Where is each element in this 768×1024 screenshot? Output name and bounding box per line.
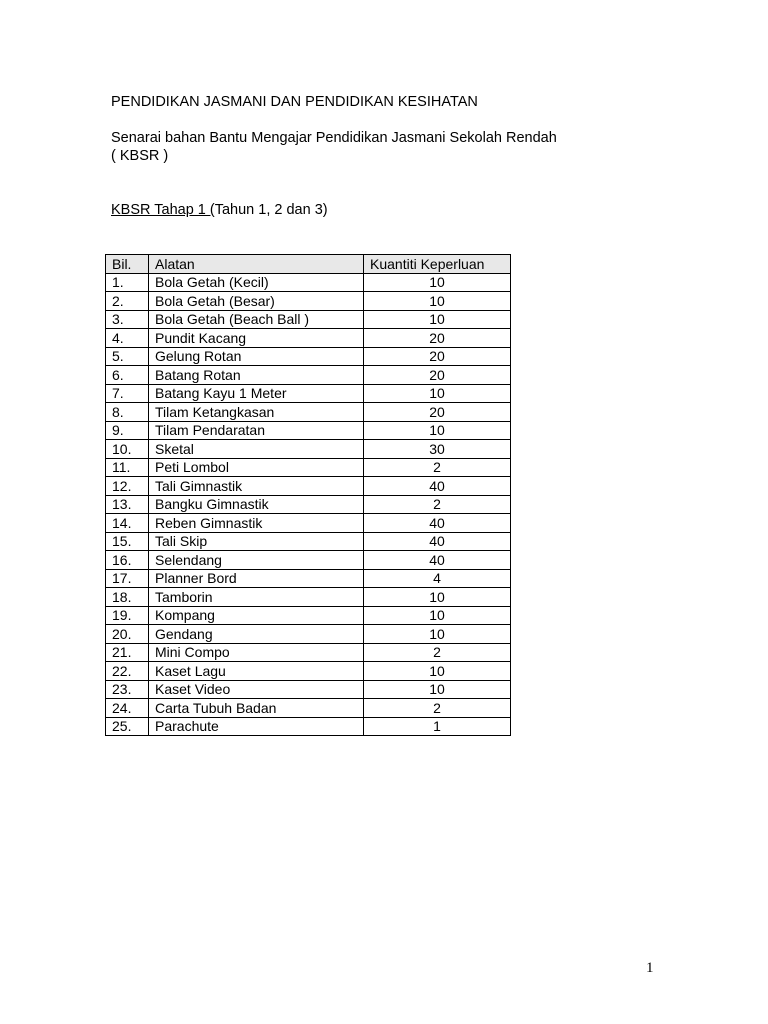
cell-bil: 25. xyxy=(106,717,149,736)
cell-kuantiti: 20 xyxy=(364,329,511,348)
cell-kuantiti: 10 xyxy=(364,384,511,403)
cell-kuantiti: 1 xyxy=(364,717,511,736)
cell-alatan: Tilam Pendaratan xyxy=(149,421,364,440)
section-heading-rest: Tahun 1, 2 dan 3) xyxy=(214,202,328,218)
document-subtitle-line-2: ( KBSR ) xyxy=(111,148,169,164)
cell-bil: 20. xyxy=(106,625,149,644)
cell-kuantiti: 10 xyxy=(364,625,511,644)
cell-alatan: Gendang xyxy=(149,625,364,644)
table-row xyxy=(106,440,511,459)
cell-kuantiti: 10 xyxy=(364,273,511,292)
document-subtitle-line-1: Senarai bahan Bantu Mengajar Pendidikan Jasmani Sekolah Rendah xyxy=(111,130,557,146)
cell-alatan: Batang Kayu 1 Meter xyxy=(149,384,364,403)
table-row xyxy=(106,329,511,348)
table-row xyxy=(106,699,511,718)
cell-bil: 11. xyxy=(106,458,149,477)
header-row xyxy=(106,255,511,274)
cell-alatan: Tamborin xyxy=(149,588,364,607)
cell-kuantiti: 10 xyxy=(364,421,511,440)
table-row xyxy=(106,347,511,366)
table-row xyxy=(106,588,511,607)
table-row xyxy=(106,403,511,422)
cell-kuantiti: 40 xyxy=(364,477,511,496)
equipment-table xyxy=(105,254,511,736)
cell-alatan: Selendang xyxy=(149,551,364,570)
cell-kuantiti: 30 xyxy=(364,440,511,459)
cell-alatan: Sketal xyxy=(149,440,364,459)
cell-kuantiti: 2 xyxy=(364,699,511,718)
cell-bil: 19. xyxy=(106,606,149,625)
cell-alatan: Batang Rotan xyxy=(149,366,364,385)
cell-alatan: Kaset Video xyxy=(149,680,364,699)
cell-alatan: Tali Gimnastik xyxy=(149,477,364,496)
cell-kuantiti: 20 xyxy=(364,403,511,422)
cell-alatan: Mini Compo xyxy=(149,643,364,662)
cell-alatan: Bangku Gimnastik xyxy=(149,495,364,514)
cell-bil: 23. xyxy=(106,680,149,699)
cell-alatan: Carta Tubuh Badan xyxy=(149,699,364,718)
cell-bil: 6. xyxy=(106,366,149,385)
equipment-table-body xyxy=(106,273,511,736)
table-row xyxy=(106,662,511,681)
cell-alatan: Planner Bord xyxy=(149,569,364,588)
cell-bil: 22. xyxy=(106,662,149,681)
table-row xyxy=(106,643,511,662)
table-row xyxy=(106,477,511,496)
cell-kuantiti: 20 xyxy=(364,366,511,385)
table-row xyxy=(106,366,511,385)
cell-bil: 17. xyxy=(106,569,149,588)
document-title: PENDIDIKAN JASMANI DAN PENDIDIKAN KESIHATAN xyxy=(111,94,478,110)
cell-kuantiti: 40 xyxy=(364,532,511,551)
table-row xyxy=(106,717,511,736)
table-row xyxy=(106,514,511,533)
cell-kuantiti: 10 xyxy=(364,606,511,625)
cell-alatan: Reben Gimnastik xyxy=(149,514,364,533)
cell-bil: 2. xyxy=(106,292,149,311)
cell-kuantiti: 10 xyxy=(364,588,511,607)
table-row xyxy=(106,421,511,440)
cell-kuantiti: 10 xyxy=(364,662,511,681)
cell-alatan: Bola Getah (Beach Ball ) xyxy=(149,310,364,329)
section-heading xyxy=(111,201,328,219)
page-number: 1 xyxy=(646,960,654,976)
cell-alatan: Kaset Lagu xyxy=(149,662,364,681)
header-bil: Bil. xyxy=(106,255,149,274)
table-row xyxy=(106,273,511,292)
cell-kuantiti: 4 xyxy=(364,569,511,588)
cell-alatan: Bola Getah (Besar) xyxy=(149,292,364,311)
cell-kuantiti: 20 xyxy=(364,347,511,366)
cell-alatan: Pundit Kacang xyxy=(149,329,364,348)
cell-bil: 24. xyxy=(106,699,149,718)
cell-bil: 10. xyxy=(106,440,149,459)
cell-bil: 12. xyxy=(106,477,149,496)
cell-alatan: Tali Skip xyxy=(149,532,364,551)
cell-alatan: Bola Getah (Kecil) xyxy=(149,273,364,292)
cell-kuantiti: 2 xyxy=(364,458,511,477)
cell-bil: 14. xyxy=(106,514,149,533)
cell-kuantiti: 2 xyxy=(364,495,511,514)
table-row xyxy=(106,569,511,588)
cell-bil: 4. xyxy=(106,329,149,348)
cell-bil: 8. xyxy=(106,403,149,422)
table-row xyxy=(106,606,511,625)
cell-kuantiti: 10 xyxy=(364,292,511,311)
cell-alatan: Parachute xyxy=(149,717,364,736)
header-kuantiti: Kuantiti Keperluan xyxy=(364,255,511,274)
equipment-table-header xyxy=(106,255,511,274)
table-row xyxy=(106,384,511,403)
cell-alatan: Gelung Rotan xyxy=(149,347,364,366)
table-row xyxy=(106,495,511,514)
cell-bil: 18. xyxy=(106,588,149,607)
table-row xyxy=(106,680,511,699)
table-row xyxy=(106,310,511,329)
cell-bil: 5. xyxy=(106,347,149,366)
cell-kuantiti: 10 xyxy=(364,310,511,329)
cell-kuantiti: 40 xyxy=(364,514,511,533)
cell-alatan: Peti Lombol xyxy=(149,458,364,477)
cell-alatan: Kompang xyxy=(149,606,364,625)
cell-kuantiti: 2 xyxy=(364,643,511,662)
cell-bil: 1. xyxy=(106,273,149,292)
table-row xyxy=(106,532,511,551)
cell-bil: 15. xyxy=(106,532,149,551)
cell-bil: 13. xyxy=(106,495,149,514)
cell-alatan: Tilam Ketangkasan xyxy=(149,403,364,422)
cell-bil: 21. xyxy=(106,643,149,662)
cell-bil: 9. xyxy=(106,421,149,440)
table-row xyxy=(106,292,511,311)
cell-bil: 16. xyxy=(106,551,149,570)
table-row xyxy=(106,551,511,570)
cell-kuantiti: 10 xyxy=(364,680,511,699)
cell-bil: 7. xyxy=(106,384,149,403)
table-row xyxy=(106,458,511,477)
cell-kuantiti: 40 xyxy=(364,551,511,570)
header-alatan: Alatan xyxy=(149,255,364,274)
section-heading-underlined: KBSR Tahap 1 ( xyxy=(111,202,215,218)
cell-bil: 3. xyxy=(106,310,149,329)
table-row xyxy=(106,625,511,644)
